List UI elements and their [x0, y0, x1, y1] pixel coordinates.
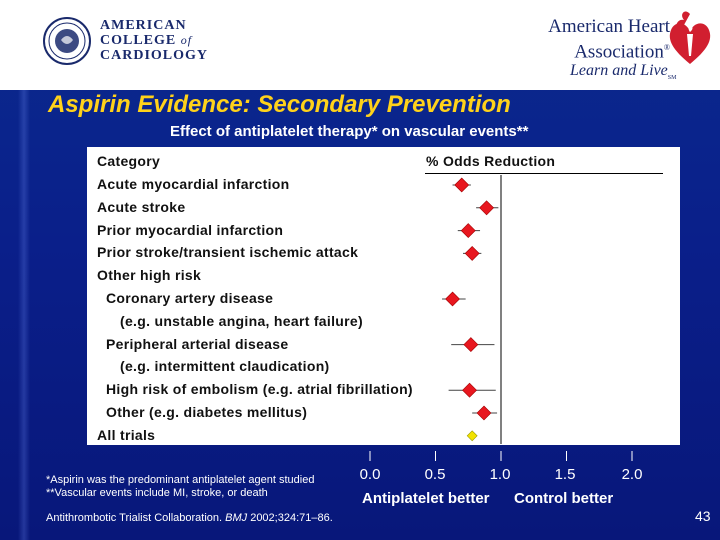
acc-line-3: CARDIOLOGY	[100, 48, 209, 63]
citation-suffix: 2002;324:71–86.	[247, 512, 333, 524]
category-row-label: Other high risk	[97, 267, 202, 284]
odds-ratio-marker	[464, 338, 478, 352]
category-row-label: Acute stroke	[97, 198, 186, 215]
control-better-caption: Control better	[514, 490, 614, 507]
footnote-aspirin: *Aspirin was the predominant antiplatelet agent studied	[46, 474, 315, 486]
slide-subtitle: Effect of antiplatelet therapy* on vascular events**	[170, 123, 529, 140]
aha-line-1: American Heart	[548, 16, 670, 37]
antiplatelet-better-caption: Antiplatelet better	[362, 490, 490, 507]
category-header: Category	[97, 153, 161, 169]
category-row-label: All trials	[97, 426, 156, 443]
odds-ratio-marker	[480, 201, 494, 215]
category-row-label: Coronary artery disease	[106, 290, 274, 306]
x-tick-label: 2.0	[621, 466, 643, 483]
summary-diamond	[467, 431, 477, 441]
x-tick-label: 0.5	[424, 466, 446, 483]
x-tick-label: 1.5	[554, 466, 576, 483]
odds-ratio-marker	[477, 406, 491, 420]
category-row-label: (e.g. intermittent claudication)	[120, 358, 330, 375]
category-row-label: High risk of embolism (e.g. atrial fibrillation)	[106, 381, 413, 398]
aha-association: Association	[574, 41, 664, 63]
odds-reduction-header: % Odds Reduction	[426, 153, 556, 169]
citation	[46, 512, 333, 524]
category-row-label: Other (e.g. diabetes mellitus)	[106, 404, 308, 420]
aha-tm-mark: SM	[667, 75, 677, 82]
citation-journal: BMJ	[225, 512, 248, 524]
odds-ratio-marker	[461, 224, 475, 238]
odds-ratio-marker	[446, 292, 460, 306]
category-row-label: Prior myocardial infarction	[97, 221, 284, 238]
x-tick-label: 1.0	[489, 466, 511, 483]
aha-tagline-text: Learn and Live	[570, 62, 668, 79]
slide-title: Aspirin Evidence: Secondary Prevention	[48, 91, 511, 118]
acc-of: of	[180, 33, 193, 47]
odds-ratio-marker	[455, 178, 469, 192]
acc-line-1: AMERICAN	[100, 18, 187, 33]
odds-ratio-marker	[463, 383, 477, 397]
category-row-label: (e.g. unstable angina, heart failure)	[120, 312, 363, 329]
category-row-label: Peripheral arterial disease	[106, 335, 289, 352]
footnote-vascular-events: **Vascular events include MI, stroke, or death	[46, 487, 268, 499]
category-row-label: Prior stroke/transient ischemic attack	[97, 244, 359, 261]
category-row-label: Acute myocardial infarction	[97, 176, 290, 192]
x-tick-label: 0.0	[359, 466, 381, 483]
aha-registered-mark: ®	[663, 43, 670, 52]
page-number: 43	[695, 508, 711, 524]
citation-prefix: Antithrombotic Trialist Collaboration.	[46, 512, 226, 524]
odds-ratio-marker	[465, 246, 479, 260]
acc-college: COLLEGE	[100, 33, 177, 48]
